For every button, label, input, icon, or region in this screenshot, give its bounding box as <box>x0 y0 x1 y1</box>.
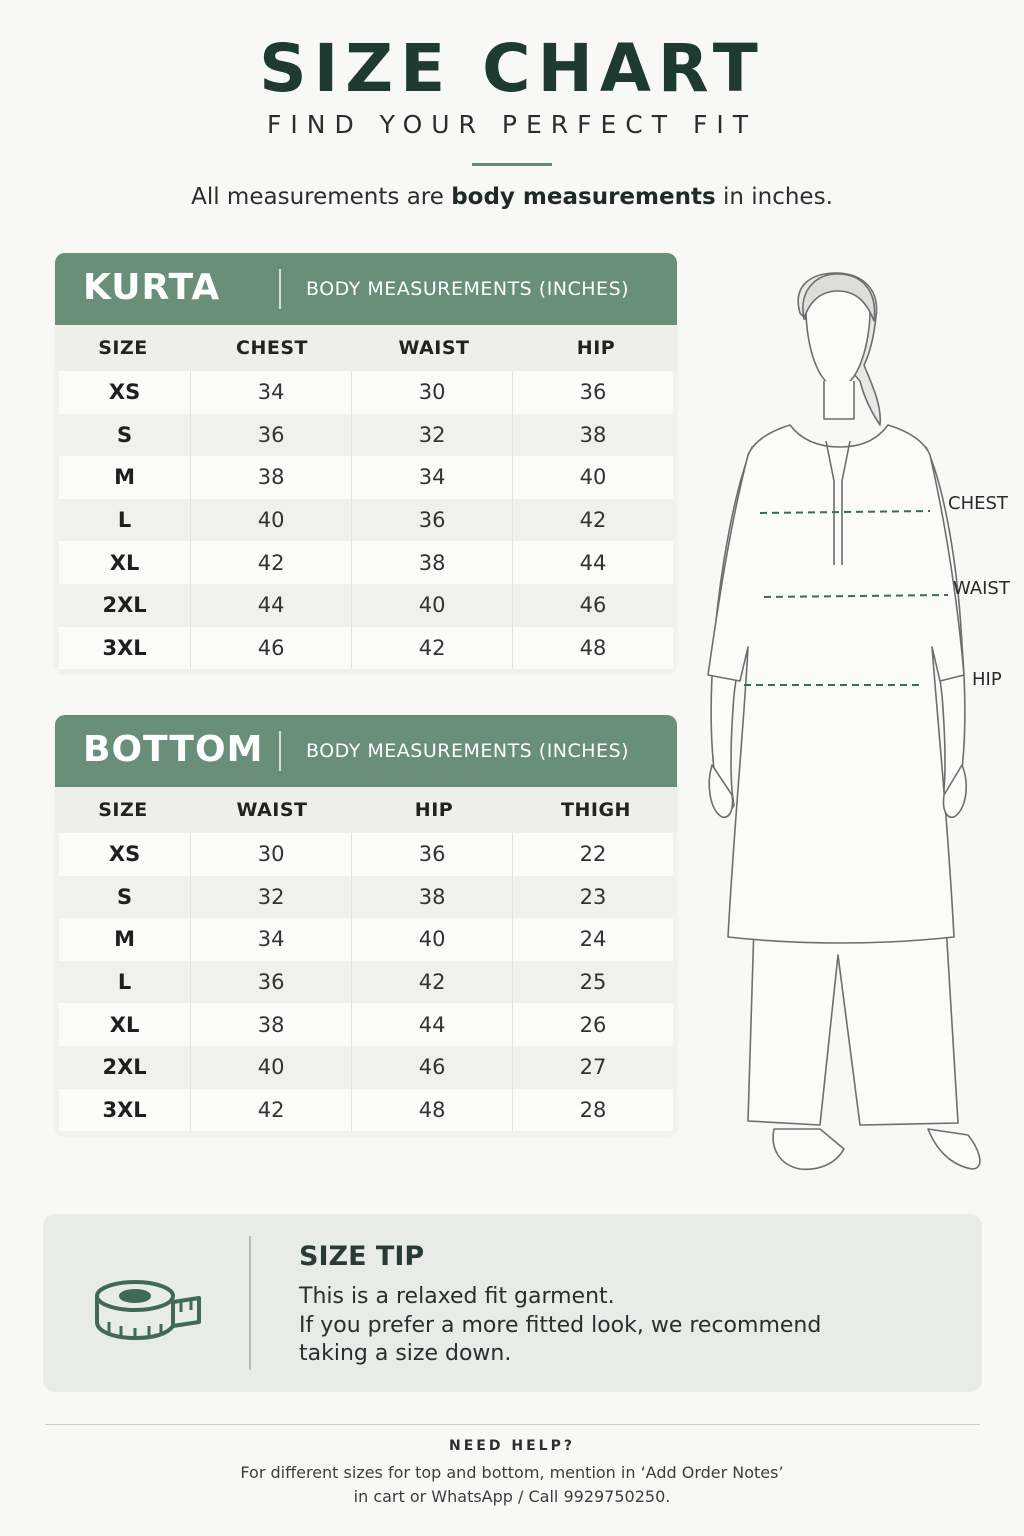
table-cell: 40 <box>190 1046 351 1089</box>
table-cell: 40 <box>351 584 512 627</box>
kurta-table-title: KURTA <box>83 267 221 308</box>
size-cell: M <box>114 927 136 952</box>
table-cell: 40 <box>512 456 673 499</box>
bottom-size-table <box>55 715 677 1135</box>
table-cell: 46 <box>512 584 673 627</box>
tip-text-line: taking a size down. <box>299 1341 512 1366</box>
table-cell: 30 <box>351 371 512 414</box>
chest-label: CHEST <box>948 493 1008 514</box>
table-cell: 34 <box>190 371 351 414</box>
table-cell: 46 <box>190 627 351 670</box>
size-cell: L <box>117 970 132 995</box>
table-row <box>59 456 673 499</box>
measuring-tape-icon <box>95 1276 203 1344</box>
column-header: THIGH <box>561 799 631 821</box>
table-row <box>59 918 673 961</box>
table-cell: 24 <box>512 918 673 961</box>
column-header: SIZE <box>98 799 148 821</box>
bottom-column-headers <box>55 787 677 833</box>
table-row <box>59 1046 673 1089</box>
table-cell: 38 <box>190 1003 351 1046</box>
column-header: WAIST <box>398 337 470 359</box>
table-cell: 38 <box>351 541 512 584</box>
size-tip-box <box>43 1214 982 1392</box>
waist-label: WAIST <box>953 578 1010 599</box>
tip-text-line: This is a relaxed fit garment. <box>299 1284 615 1309</box>
table-cell: 38 <box>351 876 512 919</box>
bottom-table-caption: BODY MEASUREMENTS (INCHES) <box>306 740 630 762</box>
footer-divider <box>45 1424 980 1425</box>
page-title: SIZE CHART <box>259 30 765 107</box>
table-cell: 36 <box>351 499 512 542</box>
table-row <box>59 414 673 457</box>
kurta-rows <box>55 371 677 673</box>
table-cell: 44 <box>512 541 673 584</box>
size-cell: L <box>117 508 132 533</box>
measurement-note <box>0 184 1024 210</box>
table-row <box>59 541 673 584</box>
column-header: CHEST <box>236 337 308 359</box>
table-cell: 28 <box>512 1089 673 1132</box>
table-cell: 48 <box>512 627 673 670</box>
kurta-table-header <box>55 253 677 325</box>
note-prefix: All measurements are <box>191 184 452 210</box>
size-cell: 3XL <box>102 635 147 660</box>
table-cell: 42 <box>351 961 512 1004</box>
note-bold: body measurements <box>451 184 716 210</box>
kurta-table-caption: BODY MEASUREMENTS (INCHES) <box>306 278 630 300</box>
bottom-table-header <box>55 715 677 787</box>
tip-separator <box>249 1236 251 1370</box>
table-row <box>59 961 673 1004</box>
model-illustration <box>700 265 1024 1205</box>
table-cell: 30 <box>190 833 351 876</box>
woman-figure-icon <box>700 265 1024 1205</box>
header-separator <box>279 731 281 771</box>
table-row <box>59 833 673 876</box>
table-cell: 40 <box>190 499 351 542</box>
table-row <box>59 1089 673 1132</box>
size-cell: XL <box>109 550 140 575</box>
table-cell: 23 <box>512 876 673 919</box>
table-cell: 42 <box>512 499 673 542</box>
bottom-rows <box>55 833 677 1135</box>
table-cell: 34 <box>351 456 512 499</box>
note-suffix: in inches. <box>715 184 833 210</box>
kurta-column-headers <box>55 325 677 371</box>
table-cell: 38 <box>190 456 351 499</box>
table-cell: 44 <box>351 1003 512 1046</box>
table-row <box>59 371 673 414</box>
table-cell: 48 <box>351 1089 512 1132</box>
table-row <box>59 584 673 627</box>
help-text-line: For different sizes for top and bottom, mention in ‘Add Order Notes’ <box>240 1463 784 1482</box>
table-row <box>59 499 673 542</box>
header-separator <box>279 269 281 309</box>
table-cell: 32 <box>351 414 512 457</box>
table-cell: 32 <box>190 876 351 919</box>
size-cell: XS <box>108 380 141 405</box>
table-cell: 44 <box>190 584 351 627</box>
table-row <box>59 876 673 919</box>
table-cell: 40 <box>351 918 512 961</box>
size-tip-title: SIZE TIP <box>299 1241 425 1272</box>
table-cell: 36 <box>512 371 673 414</box>
tip-text-line: If you prefer a more fitted look, we recommend <box>299 1313 822 1338</box>
size-cell: S <box>117 422 133 447</box>
table-cell: 38 <box>512 414 673 457</box>
size-cell: XS <box>108 842 141 867</box>
column-header: HIP <box>576 337 616 359</box>
title-divider <box>472 163 552 166</box>
size-cell: 3XL <box>102 1097 147 1122</box>
table-cell: 34 <box>190 918 351 961</box>
table-cell: 36 <box>190 414 351 457</box>
table-cell: 42 <box>351 627 512 670</box>
table-cell: 22 <box>512 833 673 876</box>
table-cell: 36 <box>351 833 512 876</box>
table-cell: 46 <box>351 1046 512 1089</box>
table-cell: 36 <box>190 961 351 1004</box>
kurta-size-table <box>55 253 677 673</box>
page-subtitle: FIND YOUR PERFECT FIT <box>267 110 757 139</box>
help-text-line: in cart or WhatsApp / Call 9929750250. <box>353 1487 671 1506</box>
table-row <box>59 627 673 670</box>
bottom-table-title: BOTTOM <box>83 729 264 770</box>
size-cell: M <box>114 465 136 490</box>
table-row <box>59 1003 673 1046</box>
size-cell: 2XL <box>102 593 147 618</box>
size-cell: XL <box>109 1012 140 1037</box>
table-cell: 42 <box>190 541 351 584</box>
hip-label: HIP <box>972 669 1002 690</box>
column-header: SIZE <box>98 337 148 359</box>
size-cell: 2XL <box>102 1055 147 1080</box>
table-cell: 26 <box>512 1003 673 1046</box>
table-cell: 27 <box>512 1046 673 1089</box>
need-help-title: NEED HELP? <box>449 1438 575 1454</box>
column-header: HIP <box>414 799 454 821</box>
table-cell: 25 <box>512 961 673 1004</box>
column-header: WAIST <box>236 799 308 821</box>
size-cell: S <box>117 884 133 909</box>
table-cell: 42 <box>190 1089 351 1132</box>
